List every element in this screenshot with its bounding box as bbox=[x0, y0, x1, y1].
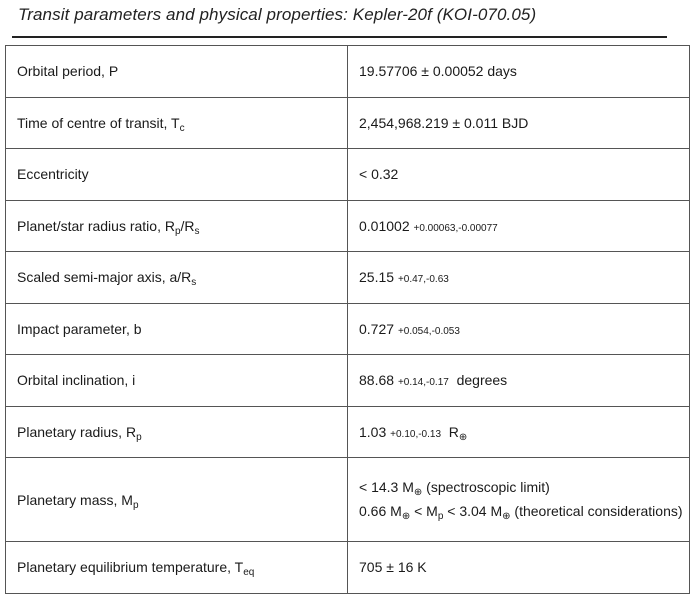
table-row bbox=[6, 542, 690, 594]
param-value: 1.03 +0.10,-0.13 $R_\oplus$ bbox=[348, 406, 690, 458]
param-label: Planetary mass, $M_p$ bbox=[6, 458, 348, 542]
param-label: Planetary radius, $R_p$ bbox=[6, 406, 348, 458]
table-row bbox=[6, 200, 690, 252]
table-row bbox=[6, 406, 690, 458]
param-value: 2,454,968.219 ± 0.011 BJD bbox=[348, 97, 690, 149]
param-label: Scaled semi-major axis, $a/R_s$ bbox=[6, 252, 348, 304]
table-row bbox=[6, 252, 690, 304]
param-label: Impact parameter, b bbox=[6, 303, 348, 355]
mass-spectroscopic-limit: < 14.3 $M_\oplus$ (spectroscopic limit) bbox=[359, 479, 550, 498]
table-row bbox=[6, 303, 690, 355]
parameters-table bbox=[5, 45, 690, 594]
param-value bbox=[348, 458, 690, 542]
mass-theoretical-range: 0.66 $M_\oplus < M_p < 3.04$ $M_\oplus$ (theoretical considerations) bbox=[359, 503, 683, 522]
param-label: Orbital period, P bbox=[6, 46, 348, 98]
param-value: 0.727 +0.054,-0.053 bbox=[348, 303, 690, 355]
param-value: 19.57706 ± 0.00052 days bbox=[348, 46, 690, 98]
param-label: Planetary equilibrium temperature, $T_{eq}$ bbox=[6, 542, 348, 594]
param-label: Eccentricity bbox=[6, 149, 348, 201]
param-value: 0.01002 +0.00063,-0.00077 bbox=[348, 200, 690, 252]
table-row bbox=[6, 355, 690, 407]
param-value: 88.68 +0.14,-0.17 degrees bbox=[348, 355, 690, 407]
table-row bbox=[6, 46, 690, 98]
param-label: Time of centre of transit, $T_c$ bbox=[6, 97, 348, 149]
table-row bbox=[6, 458, 690, 542]
document-title: Transit parameters and physical properties: Kepler-20f (KOI-070.05) bbox=[18, 5, 537, 24]
title-rule bbox=[12, 36, 667, 38]
param-label: Planet/star radius ratio, $R_p/R_s$ bbox=[6, 200, 348, 252]
table-row bbox=[6, 97, 690, 149]
param-value: 25.15 +0.47,-0.63 bbox=[348, 252, 690, 304]
param-label: Orbital inclination, i bbox=[6, 355, 348, 407]
param-value: 705 ± 16 K bbox=[348, 542, 690, 594]
table-row bbox=[6, 149, 690, 201]
param-value: < 0.32 bbox=[348, 149, 690, 201]
